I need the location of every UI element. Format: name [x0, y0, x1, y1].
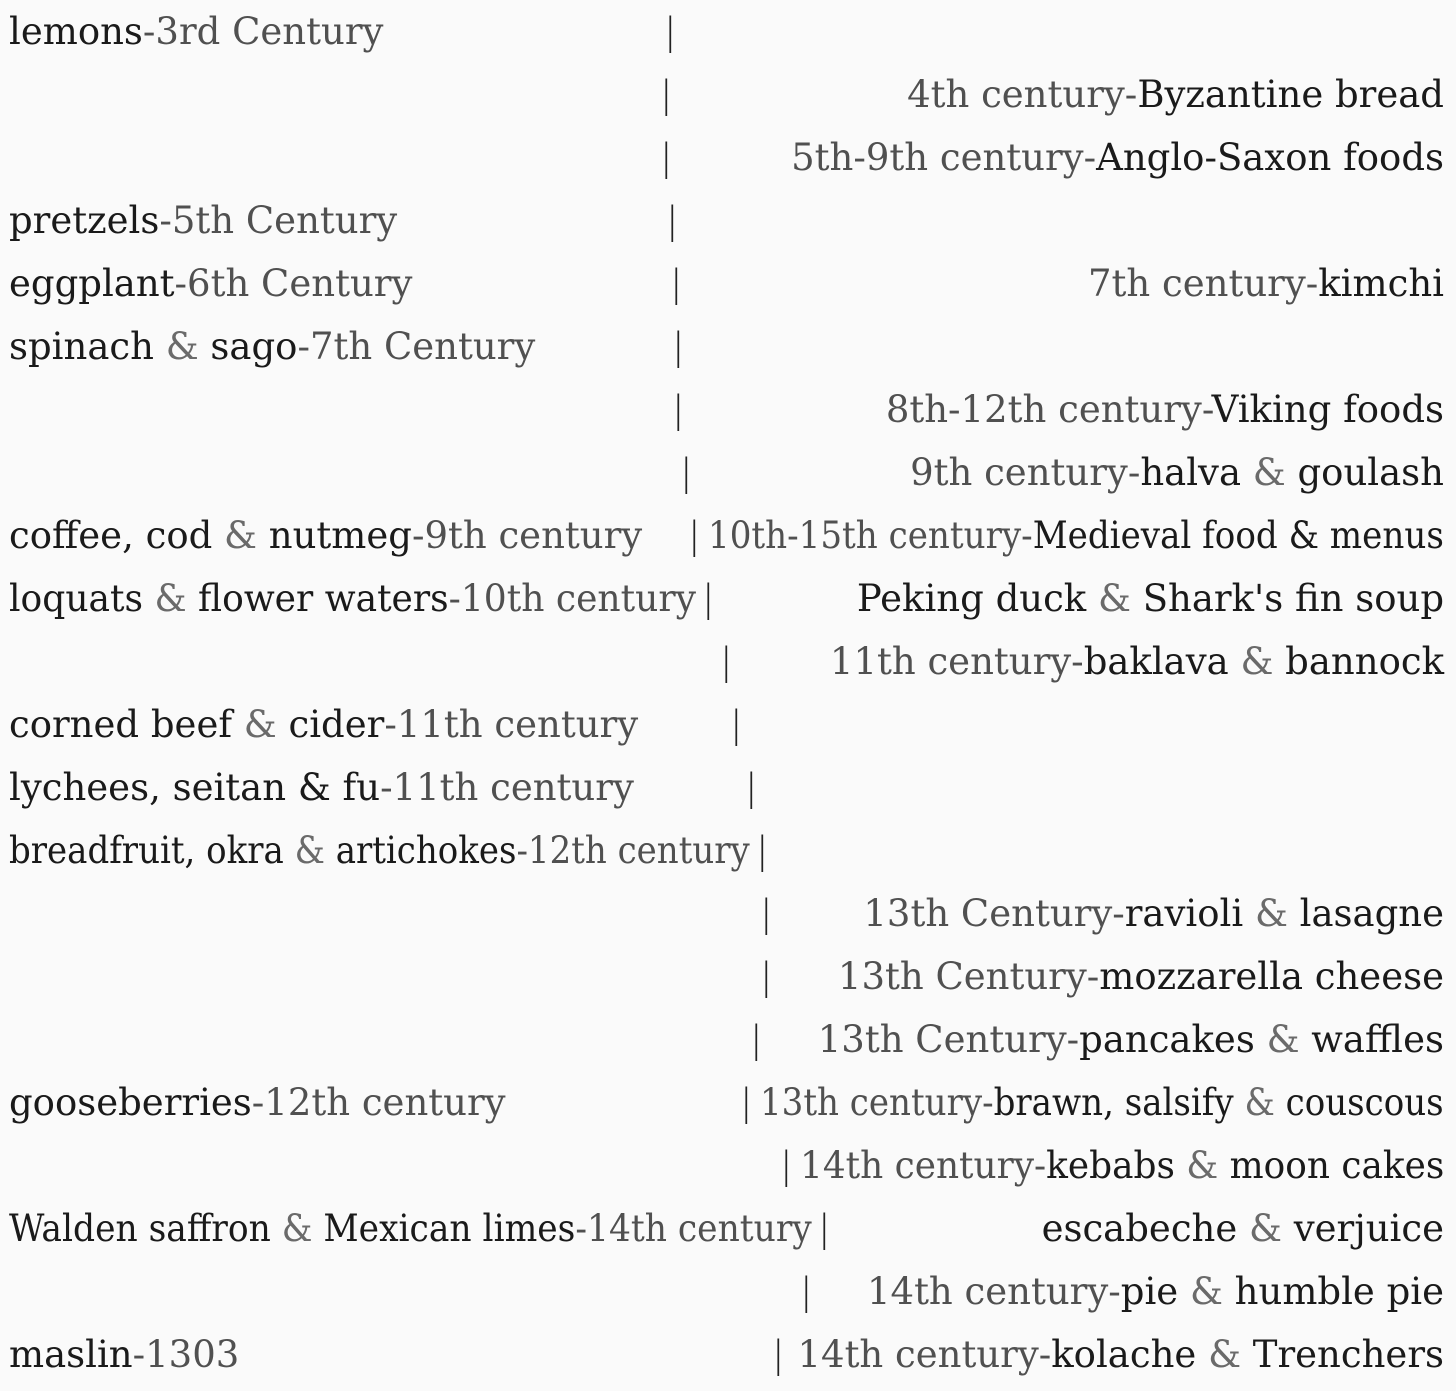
- food-text: humble pie: [1234, 1270, 1444, 1313]
- food-text: corned beef: [9, 703, 244, 746]
- timeline-row: [0, 1197, 1456, 1260]
- food-text: couscous: [1285, 1081, 1444, 1124]
- timeline-separator: |: [730, 703, 743, 746]
- date-text: -7th Century: [297, 325, 536, 368]
- date-text: -12th century: [516, 829, 750, 872]
- date-text: 9th century-: [910, 451, 1141, 494]
- timeline-row: [0, 504, 1456, 567]
- date-text: -1303: [132, 1333, 240, 1376]
- right-entry: [857, 567, 1444, 630]
- date-text: 13th Century-: [863, 892, 1125, 935]
- food-text: spinach: [9, 325, 166, 368]
- timeline-separator: |: [670, 262, 683, 305]
- ampersand-text: &: [294, 829, 336, 872]
- food-text: artichokes: [335, 829, 517, 872]
- timeline-separator: |: [760, 955, 773, 998]
- food-text: Trenchers: [1252, 1333, 1444, 1376]
- right-entry: [838, 945, 1444, 1008]
- right-entry: [910, 441, 1444, 504]
- timeline-row: [0, 0, 1456, 63]
- ampersand-text: &: [243, 703, 289, 746]
- right-entry: [863, 882, 1444, 945]
- date-text: 13th Century-: [837, 955, 1100, 998]
- food-text: gooseberries: [9, 1081, 252, 1124]
- food-text: Mexican limes: [323, 1207, 576, 1250]
- food-text: eggplant: [9, 262, 175, 305]
- timeline-row: [0, 756, 1456, 819]
- food-text: pancakes: [1079, 1018, 1267, 1061]
- left-entry: [9, 1323, 239, 1386]
- food-text: coffee, cod: [9, 514, 225, 557]
- food-text: kimchi: [1318, 262, 1444, 305]
- food-text: cider: [288, 703, 385, 746]
- date-text: -11th century: [380, 766, 634, 809]
- ampersand-text: &: [1252, 451, 1298, 494]
- ampersand-text: &: [154, 577, 199, 620]
- timeline-separator: |: [818, 1207, 831, 1250]
- food-text: Shark's fin soup: [1142, 577, 1444, 620]
- food-text: bannock: [1285, 640, 1444, 683]
- food-text: breadfruit, okra: [9, 829, 295, 872]
- timeline-row: [0, 882, 1456, 945]
- timeline-separator: |: [745, 766, 758, 809]
- right-entry: [830, 630, 1444, 693]
- date-text: -12th century: [251, 1081, 506, 1124]
- timeline-row: [0, 126, 1456, 189]
- timeline-separator: |: [660, 136, 673, 179]
- food-text: loquats: [9, 577, 155, 620]
- food-text: mozzarella cheese: [1099, 955, 1444, 998]
- timeline-row: [0, 1260, 1456, 1323]
- timeline-separator: |: [756, 829, 769, 872]
- right-entry: [1088, 252, 1444, 315]
- ampersand-text: &: [165, 325, 211, 368]
- food-text: lychees, seitan & fu: [9, 766, 381, 809]
- food-text: Anglo-Saxon foods: [1096, 136, 1444, 179]
- right-entry: [708, 504, 1444, 567]
- timeline-separator: |: [800, 1270, 813, 1313]
- ampersand-text: &: [1185, 1144, 1230, 1187]
- timeline-row: [0, 252, 1456, 315]
- timeline-row: [0, 630, 1456, 693]
- food-text: Walden saffron: [9, 1207, 282, 1250]
- timeline-separator: |: [660, 73, 673, 116]
- left-entry: [9, 1071, 506, 1134]
- food-text: kebabs: [1045, 1144, 1186, 1187]
- timeline-separator: |: [664, 10, 677, 53]
- timeline-separator: |: [688, 514, 701, 557]
- timeline-row: [0, 378, 1456, 441]
- timeline-row: [0, 189, 1456, 252]
- ampersand-text: &: [1249, 1207, 1294, 1250]
- food-text: lasagne: [1299, 892, 1444, 935]
- left-entry: [9, 189, 397, 252]
- food-text: Medieval food & menus: [1032, 514, 1444, 557]
- timeline-row: [0, 567, 1456, 630]
- date-text: 13th Century-: [817, 1018, 1080, 1061]
- right-entry: [818, 1008, 1444, 1071]
- date-text: -10th century: [448, 577, 696, 620]
- food-text: lemons: [9, 10, 143, 53]
- ampersand-text: &: [1240, 640, 1286, 683]
- date-text: 14th century-: [866, 1270, 1121, 1313]
- timeline-row: [0, 315, 1456, 378]
- food-text: Byzantine bread: [1137, 73, 1444, 116]
- timeline-row: [0, 441, 1456, 504]
- right-entry: [907, 63, 1444, 126]
- ampersand-text: &: [281, 1207, 324, 1250]
- date-text: -5th Century: [159, 199, 398, 242]
- date-text: 14th century-: [799, 1144, 1046, 1187]
- timeline-separator: |: [680, 451, 693, 494]
- ampersand-text: &: [1208, 1333, 1253, 1376]
- date-text: 7th century-: [1088, 262, 1319, 305]
- right-entry: [886, 378, 1444, 441]
- right-entry: [797, 1323, 1444, 1386]
- timeline-row: [0, 945, 1456, 1008]
- date-text: 13th century-: [760, 1081, 994, 1124]
- date-text: 5th-9th century-: [791, 136, 1097, 179]
- date-text: 14th century-: [797, 1333, 1052, 1376]
- date-text: -14th century: [575, 1207, 812, 1250]
- timeline-row: [0, 1008, 1456, 1071]
- right-entry: [791, 126, 1444, 189]
- food-text: nutmeg: [268, 514, 412, 557]
- ampersand-text: &: [1266, 1018, 1312, 1061]
- ampersand-text: &: [224, 514, 269, 557]
- food-text: ravioli: [1124, 892, 1255, 935]
- left-entry: [9, 1197, 812, 1260]
- right-entry: [1042, 1197, 1444, 1260]
- timeline-separator: |: [702, 577, 715, 620]
- ampersand-text: &: [1097, 577, 1143, 620]
- timeline-separator: |: [772, 1333, 785, 1376]
- food-text: Peking duck: [856, 577, 1098, 620]
- left-entry: [9, 0, 383, 63]
- left-entry: [9, 693, 638, 756]
- date-text: 4th century-: [907, 73, 1138, 116]
- left-entry: [9, 504, 642, 567]
- ampersand-text: &: [1244, 1081, 1286, 1124]
- timeline-separator: |: [740, 1081, 753, 1124]
- date-text: -6th Century: [174, 262, 413, 305]
- food-text: waffles: [1311, 1018, 1444, 1061]
- left-entry: [9, 567, 696, 630]
- food-text: verjuice: [1293, 1207, 1444, 1250]
- timeline-row: [0, 1134, 1456, 1197]
- food-text: brawn, salsify: [993, 1081, 1245, 1124]
- date-text: -9th century: [411, 514, 643, 557]
- timeline-separator: |: [750, 1018, 763, 1061]
- food-text: halva: [1140, 451, 1253, 494]
- food-text: kolache: [1051, 1333, 1209, 1376]
- timeline-row: [0, 819, 1456, 882]
- timeline-separator: |: [760, 892, 773, 935]
- date-text: -3rd Century: [142, 10, 384, 53]
- right-entry: [800, 1134, 1444, 1197]
- ampersand-text: &: [1254, 892, 1300, 935]
- left-entry: [9, 315, 535, 378]
- food-text: maslin: [9, 1333, 133, 1376]
- right-entry: [760, 1071, 1444, 1134]
- timeline-separator: |: [666, 199, 679, 242]
- left-entry: [9, 819, 750, 882]
- left-entry: [9, 252, 412, 315]
- food-text: Viking foods: [1211, 388, 1444, 431]
- food-text: baklava: [1083, 640, 1241, 683]
- timeline-row: [0, 1323, 1456, 1386]
- date-text: 8th-12th century-: [885, 388, 1212, 431]
- left-entry: [9, 756, 634, 819]
- food-text: escabeche: [1041, 1207, 1250, 1250]
- food-text: pie: [1120, 1270, 1190, 1313]
- date-text: 10th-15th century-: [708, 514, 1033, 557]
- timeline-separator: |: [672, 325, 685, 368]
- timeline-row: [0, 693, 1456, 756]
- timeline-separator: |: [720, 640, 733, 683]
- timeline-separator: |: [780, 1144, 793, 1187]
- right-entry: [867, 1260, 1444, 1323]
- food-text: flower waters: [198, 577, 449, 620]
- timeline-row: [0, 1071, 1456, 1134]
- date-text: 11th century-: [829, 640, 1084, 683]
- ampersand-text: &: [1189, 1270, 1235, 1313]
- timeline-separator: |: [672, 388, 685, 431]
- date-text: -11th century: [384, 703, 639, 746]
- timeline-row: [0, 63, 1456, 126]
- food-text: pretzels: [9, 199, 160, 242]
- food-text: goulash: [1297, 451, 1444, 494]
- food-text: moon cakes: [1229, 1144, 1444, 1187]
- food-text: sago: [210, 325, 298, 368]
